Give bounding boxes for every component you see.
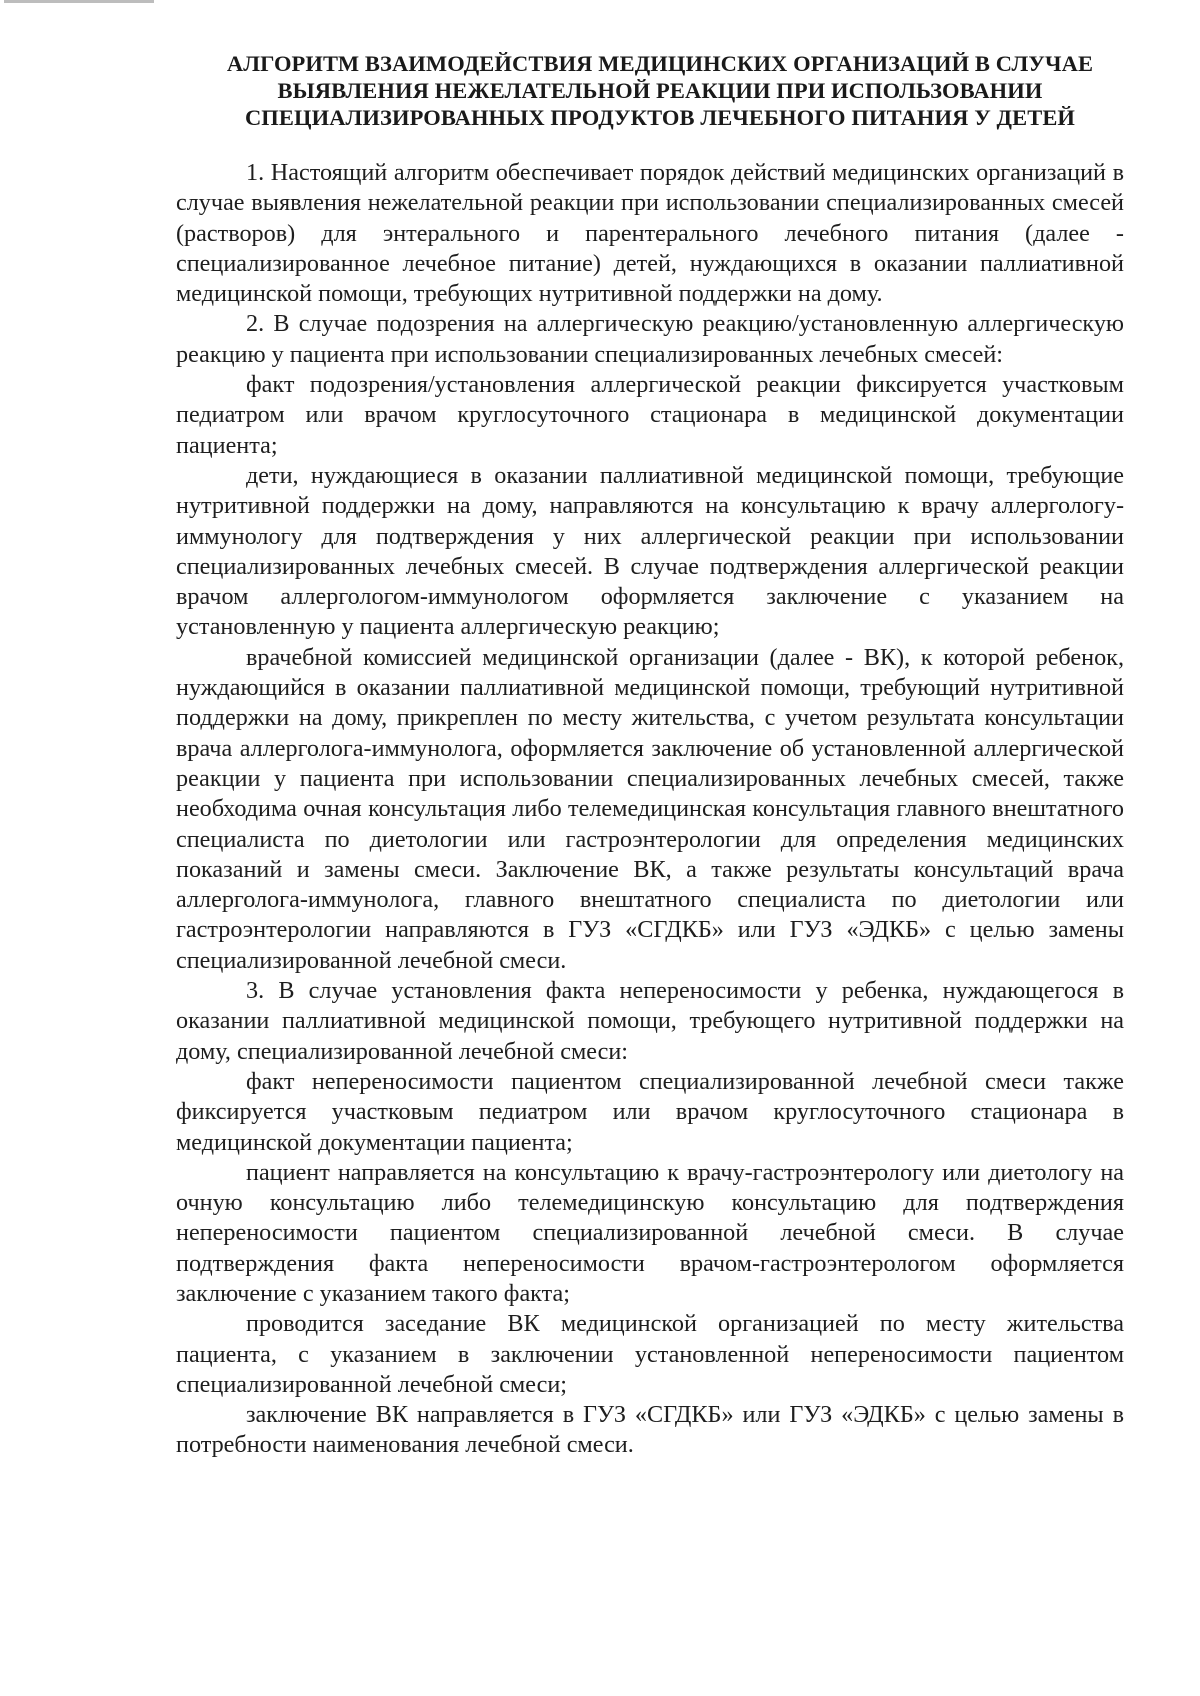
paragraph-7: факт непереносимости пациентом специализированной лечебной смеси также фиксируется участковым педиатром или врачом круглосуточного стационара в медицинской документации пациента; [176,1067,1124,1156]
paragraph-1: 1. Настоящий алгоритм обеспечивает порядок действий медицинских организаций в случае выявления нежелательной реакции при использовании специализированных смесей (растворов) для энтерального и парентерального лечебного питания (далее - специализированное лечебное питание) детей, нуждающихся в оказании паллиативной медицинской помощи, требующих нутритивной поддержки на дому. [176,159,1124,308]
paragraph-10: заключение ВК направляется в ГУЗ «СГДКБ» или ГУЗ «ЭДКБ» с целью замены в потребности наименования лечебной смеси. [176,1401,1124,1459]
paragraph-8: пациент направляется на консультацию к врачу-гастроэнтерологу или диетологу на очную консультацию либо телемедицинскую консультацию для подтверждения непереносимости пациентом специализированной лечебной смеси. В случае подтверждения факта непереносимости врачом-гастроэнтерологом оформляется заключение с указанием такого факта; [176,1158,1124,1307]
document-title [200,50,1120,131]
paragraph-3: факт подозрения/установления аллергической реакции фиксируется участковым педиатром или врачом круглосуточного стационара в медицинской документации пациента; [176,371,1124,459]
paragraph-4: дети, нуждающиеся в оказании паллиативной медицинской помощи, требующие нутритивной поддержки на дому, направляются на консультацию к врачу аллергологу-иммунологу для подтверждения у них аллергической реакции при использовании специализированных лечебных смесей. В случае подтверждения аллергической реакции врачом аллергологом-иммунологом оформляется заключение с указанием на установленную у пациента аллергическую реакцию; [176,461,1124,641]
scan-edge-mark [4,0,154,3]
document-body [176,158,1124,1461]
paragraph-2: 2. В случае подозрения на аллергическую реакцию/установленную аллергическую реакцию у пациента при использовании специализированных лечебных смесей: [176,310,1124,368]
paragraph-9: проводится заседание ВК медицинской организацией по месту жительства пациента, с указанием в заключении установленной непереносимости пациентом специализированной лечебной смеси; [176,1310,1124,1398]
title-line-1: АЛГОРИТМ ВЗАИМОДЕЙСТВИЯ МЕДИЦИНСКИХ ОРГАНИЗАЦИЙ В СЛУЧАЕ [226,51,1094,76]
title-line-2: ВЫЯВЛЕНИЯ НЕЖЕЛАТЕЛЬНОЙ РЕАКЦИИ ПРИ ИСПОЛЬЗОВАНИИ [277,78,1043,103]
paragraph-6: 3. В случае установления факта непереносимости у ребенка, нуждающегося в оказании паллиативной медицинской помощи, требующего нутритивной поддержки на дому, специализированной лечебной смеси: [176,977,1124,1065]
title-line-3: СПЕЦИАЛИЗИРОВАННЫХ ПРОДУКТОВ ЛЕЧЕБНОГО ПИТАНИЯ У ДЕТЕЙ [244,105,1076,130]
paragraph-5: врачебной комиссией медицинской организации (далее - ВК), к которой ребенок, нуждающийся в оказании паллиативной медицинской помощи, требующий нутритивной поддержки на дому, прикреплен по месту жительства, с учетом результата консультации врача аллерголога-иммунолога, оформляется заключение об установленной аллергической реакции у пациента при использовании специализированных лечебных смесей, также необходима очная консультация либо телемедицинская консультация главного внештатного специалиста по диетологии или гастроэнтерологии для определения медицинских показаний и замены смеси. Заключение ВК, а также результаты консультаций врача аллерголога-иммунолога, главного внештатного специалиста по диетологии или гастроэнтерологии направляются в ГУЗ «СГДКБ» или ГУЗ «ЭДКБ» с целью замены специализированной лечебной смеси. [176,643,1124,974]
